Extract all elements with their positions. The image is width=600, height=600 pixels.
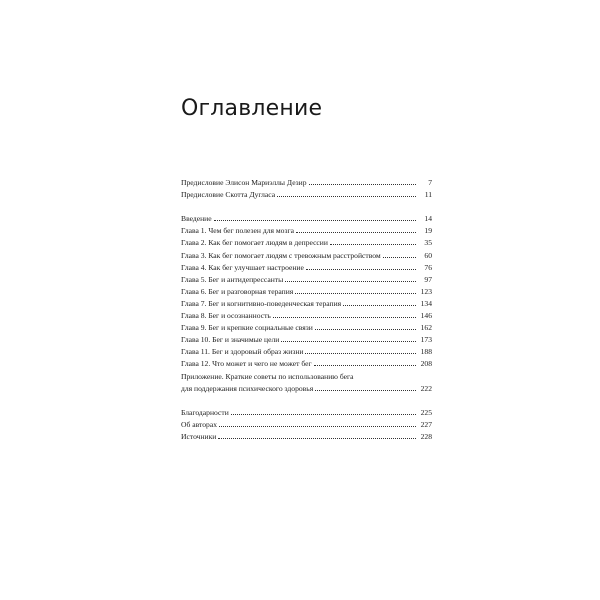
- toc-entry-title: Глава 11. Бег и здоровый образ жизни: [181, 347, 304, 357]
- toc-leader-dots: [306, 269, 416, 270]
- toc-entry-title: Глава 8. Бег и осознанность: [181, 311, 271, 321]
- toc-entry-title: Глава 10. Бег и значимые цели: [181, 335, 280, 345]
- toc-entry[interactable]: [181, 177, 432, 189]
- toc-entry[interactable]: [181, 286, 432, 298]
- toc-entry[interactable]: [181, 358, 432, 370]
- toc-entry-page: 173: [420, 335, 432, 345]
- toc-entry-title: Глава 9. Бег и крепкие социальные связи: [181, 323, 313, 333]
- toc-leader-dots: [218, 438, 416, 439]
- page-heading: Оглавление: [181, 96, 323, 121]
- toc-entry-title: Глава 7. Бег и когнитивно-поведенческая терапия: [181, 298, 342, 308]
- toc-entry[interactable]: [181, 334, 432, 346]
- toc-entry-page: 227: [420, 419, 432, 429]
- toc-entry-page: 188: [420, 347, 432, 357]
- toc-leader-dots: [330, 244, 416, 245]
- toc-entry-title: Благодарности: [181, 407, 229, 417]
- toc-entry-title: Глава 3. Как бег помогает людям с тревожным расстройством: [181, 250, 381, 260]
- toc-entry-page: 146: [420, 311, 432, 321]
- toc-entry-page: 134: [420, 298, 432, 308]
- toc-leader-dots: [383, 257, 416, 258]
- toc-entry-appendix-line1[interactable]: [181, 371, 432, 383]
- toc-entry[interactable]: [181, 213, 432, 225]
- toc-entry[interactable]: [181, 250, 432, 262]
- toc-entry-title: Введение: [181, 214, 212, 224]
- toc-entry-title: Глава 1. Чем бег полезен для мозга: [181, 226, 294, 236]
- toc-leader-dots: [295, 293, 416, 294]
- toc-entry-title: для поддержания психического здоровья: [181, 383, 314, 393]
- toc-entry-page: 14: [424, 214, 432, 224]
- toc-entry[interactable]: [181, 298, 432, 310]
- toc-entry[interactable]: [181, 322, 432, 334]
- toc-leader-dots: [305, 353, 416, 354]
- toc-group-forewords: [181, 177, 432, 201]
- toc-leader-dots: [296, 232, 416, 233]
- toc-entry-page: 228: [420, 431, 432, 441]
- toc-entry-page: 222: [420, 383, 432, 393]
- toc-leader-dots: [219, 426, 416, 427]
- toc-entry-title: Источники: [181, 431, 217, 441]
- toc-entry-title: Глава 12. Что может и чего не может бег: [181, 359, 312, 369]
- toc-entry-title: Глава 2. Как бег помогает людям в депрессии: [181, 238, 328, 248]
- toc-entry[interactable]: [181, 431, 432, 443]
- toc-entry[interactable]: [181, 346, 432, 358]
- toc-entry-page: 35: [424, 238, 432, 248]
- toc-entry[interactable]: [181, 262, 432, 274]
- toc-entry-page: 7: [428, 178, 432, 187]
- toc-leader-dots: [315, 390, 416, 391]
- toc-entry-page: 60: [424, 250, 432, 260]
- toc-entry-title: Приложение. Краткие советы по использованию бега: [181, 371, 354, 381]
- toc-leader-dots: [273, 317, 416, 318]
- toc-entry[interactable]: [181, 225, 432, 237]
- toc-leader-dots: [231, 414, 416, 415]
- toc-leader-dots: [315, 329, 416, 330]
- toc-entry-title: Предисловие Скотта Дугласа: [181, 190, 276, 200]
- toc-entry-title: Глава 5. Бег и антидепрессанты: [181, 274, 284, 284]
- toc-entry[interactable]: [181, 189, 432, 201]
- toc-entry[interactable]: [181, 310, 432, 322]
- toc-group-backmatter: [181, 407, 432, 443]
- toc-entry-page: 123: [420, 286, 432, 296]
- toc-entry-title: Об авторах: [181, 419, 217, 429]
- toc-leader-dots: [285, 281, 416, 282]
- toc-entry[interactable]: [181, 419, 432, 431]
- toc-leader-dots: [277, 196, 416, 197]
- toc-entry-page: 225: [420, 407, 432, 417]
- toc-entry-page: 19: [424, 226, 432, 236]
- toc-leader-dots: [309, 184, 416, 185]
- toc-group-chapters: [181, 213, 432, 394]
- toc-entry[interactable]: [181, 407, 432, 419]
- toc-entry-title: Глава 4. Как бег улучшает настроение: [181, 262, 304, 272]
- toc-leader-dots: [281, 341, 416, 342]
- toc-leader-dots: [314, 365, 416, 366]
- toc-entry-page: 11: [424, 190, 432, 200]
- toc-leader-dots: [343, 305, 416, 306]
- toc-leader-dots: [214, 220, 416, 221]
- toc-entry-page: 162: [420, 323, 432, 333]
- toc-entry-appendix-line2[interactable]: [181, 383, 432, 395]
- toc-entry-page: 76: [424, 262, 432, 272]
- toc-entry-page: 97: [424, 274, 432, 284]
- toc-entry-title: Глава 6. Бег и разговорная терапия: [181, 286, 294, 296]
- toc-entry[interactable]: [181, 237, 432, 249]
- table-of-contents: [181, 177, 432, 443]
- toc-entry-page: 208: [420, 359, 432, 369]
- toc-entry-title: Предисловие Элисон Мариэллы Дезир: [181, 178, 307, 187]
- toc-entry[interactable]: [181, 274, 432, 286]
